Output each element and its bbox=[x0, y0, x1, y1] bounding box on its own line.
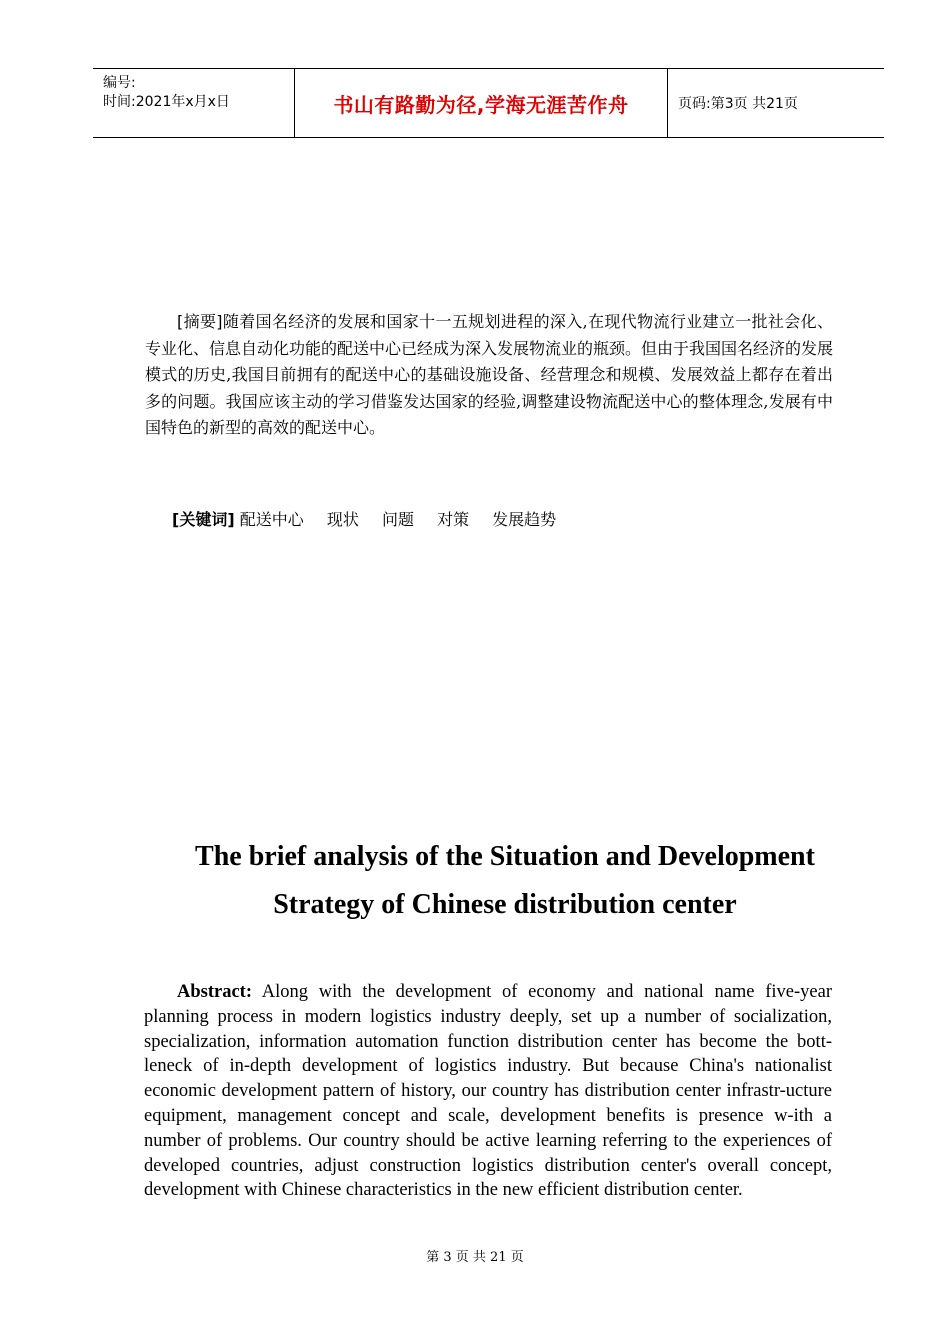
english-abstract bbox=[144, 980, 832, 1203]
page-label: 页码:第3页 共21页 bbox=[678, 96, 798, 112]
keyword: 对策 bbox=[437, 510, 470, 529]
header-motto-cell bbox=[295, 69, 668, 137]
abstract-text-cn: 随着国名经济的发展和国家十一五规划进程的深入,在现代物流行业建立一批社会化、专业化、信息自动化功能的配送中心已经成为深入发展物流业的瓶颈。但由于我国国名经济的发展模式的历史,我国目前拥有的配送中心的基础设施设备、经营理念和规模、发展效益上都存在着出多的问题。我国应该主动的学习借鉴发达国家的经验,调整建设物流配送中心的整体理念,发展有中国特色的新型的高效的配送中心。 bbox=[145, 312, 834, 437]
english-title-line2: Strategy of Chinese distribution center bbox=[273, 889, 737, 920]
motto: 书山有路勤为径,学海无涯苦作舟 bbox=[333, 92, 629, 117]
keyword: 现状 bbox=[326, 510, 359, 529]
english-title bbox=[145, 833, 865, 929]
page-footer: 第 3 页 共 21 页 bbox=[426, 1250, 524, 1265]
page-header bbox=[93, 68, 884, 138]
keywords-tag-cn: [关键词] bbox=[172, 510, 235, 529]
time-label: 时间:2021年x月x日 bbox=[103, 94, 230, 110]
chinese-keywords bbox=[172, 507, 574, 530]
keyword: 发展趋势 bbox=[492, 510, 557, 529]
abstract-text-en: Along with the development of economy and national name five-year planning process in modern logistics industry deeply, set up a number of socialization, specialization, information automation function distribution center has become the bott-leneck of in-depth development of logistics industry. But because China's nationalist economic development pattern of history, our country has distribution center infrastr-ucture equipment, management concept and scale, development benefits is presence w-ith a number of problems. Our country should be active learning referring to the experiences of developed countries, adjust construction logistics distribution center's overall concept, development with Chinese characteristics in the new efficient distribution center. bbox=[144, 982, 832, 1201]
abstract-tag-en: Abstract: bbox=[177, 982, 253, 1002]
abstract-tag-cn: [摘要] bbox=[177, 312, 223, 331]
number-label: 编号: bbox=[103, 75, 136, 91]
keyword: 配送中心 bbox=[239, 510, 304, 529]
header-page-cell bbox=[668, 69, 884, 137]
keyword: 问题 bbox=[381, 510, 414, 529]
english-title-line1: The brief analysis of the Situation and Development bbox=[195, 841, 815, 872]
header-meta-cell bbox=[93, 69, 295, 137]
chinese-abstract bbox=[145, 309, 833, 442]
